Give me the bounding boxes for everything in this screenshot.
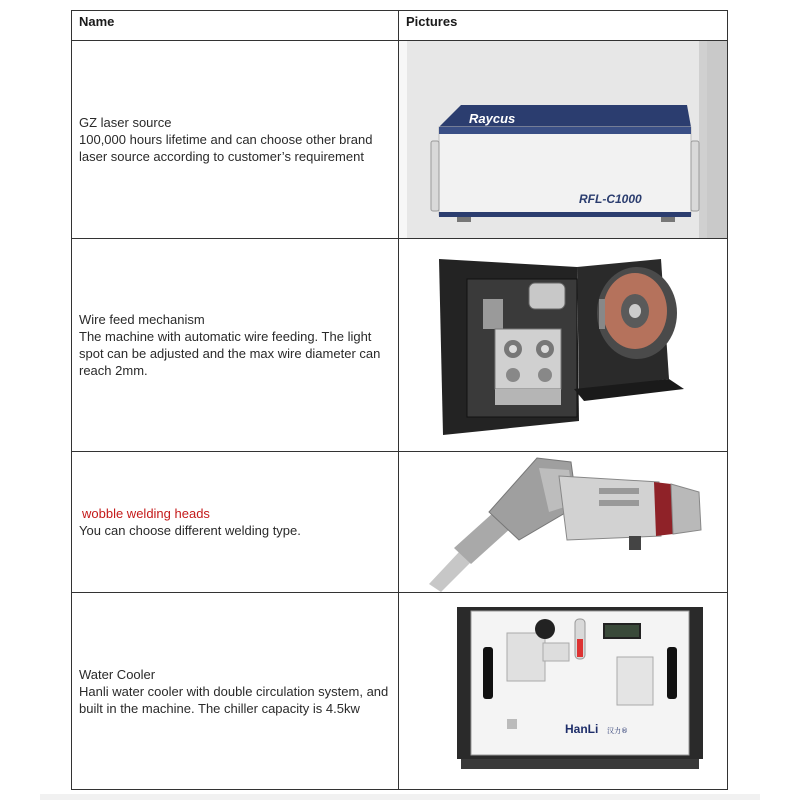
- pictures-header: Pictures: [399, 11, 728, 41]
- row-description: The machine with automatic wire feeding. The light spot can be adjusted and the max wire diameter can reach 2mm.: [79, 329, 381, 378]
- cooler-brand-sub: 汉力®: [607, 727, 628, 735]
- row-description-cell: [72, 239, 399, 452]
- name-header: Name: [72, 11, 399, 41]
- row-title: wobble welding heads: [82, 506, 210, 521]
- row-description: 100,000 hours lifetime and can choose other brand laser source according to customer’s requirement: [79, 132, 373, 164]
- row-description-cell: [72, 593, 399, 790]
- brand-logo-text: Raycus: [469, 111, 516, 126]
- row-description-cell: [72, 452, 399, 593]
- model-label: RFL-C1000: [579, 192, 642, 206]
- header-row: [72, 11, 728, 41]
- spec-table: [71, 10, 728, 790]
- row-picture-cell: [399, 239, 728, 452]
- row-picture-cell: [399, 593, 728, 790]
- row-picture-cell: [399, 452, 728, 593]
- table-row: [72, 239, 728, 452]
- table-row: [72, 593, 728, 790]
- bottom-scroll-strip: [40, 794, 760, 800]
- laser-source-image: [399, 41, 728, 238]
- row-description: You can choose different welding type.: [79, 523, 301, 538]
- row-picture-cell: [399, 41, 728, 239]
- row-title: Wire feed mechanism: [79, 312, 205, 327]
- row-title: GZ laser source: [79, 115, 172, 130]
- table-row: [72, 452, 728, 593]
- row-title: Water Cooler: [79, 666, 156, 682]
- cooler-brand-text: HanLi: [565, 722, 599, 736]
- row-description: Hanli water cooler with double circulation system, and built in the machine. The chiller capacity is 4.5kw: [79, 683, 389, 716]
- table-row: [72, 41, 728, 239]
- wire-feeder-image: [399, 239, 728, 451]
- water-cooler-image: [399, 593, 728, 789]
- row-description-cell: [72, 41, 399, 239]
- welding-head-image: [399, 452, 728, 592]
